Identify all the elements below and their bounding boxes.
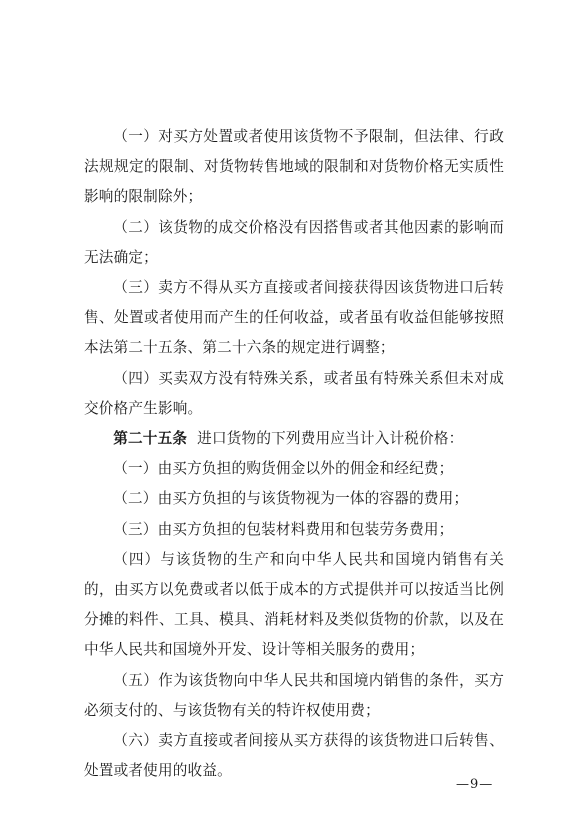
clause-item: （三）由买方负担的包装材料费用和包装劳务费用； <box>113 520 454 538</box>
clause-item: （二）由买方负担的与该货物视为一体的容器的费用； <box>113 490 469 508</box>
article-text: 进口货物的下列费用应当计入计税价格： <box>197 430 464 448</box>
clause-item: （四）买卖双方没有特殊关系，或者虽有特殊关系但未对成交价格产生影响。 <box>84 369 504 417</box>
clause-item: （六）卖方直接或者间接从买方获得的该货物进口后转售、处置或者使用的收益。 <box>84 732 504 780</box>
article-paragraph <box>84 424 504 454</box>
article-heading: 第二十五条 <box>113 430 188 448</box>
clause-item: （一）对买方处置或者使用该货物不予限制，但法律、行政法规规定的限制、对货物转售地域的限制和对货物价格无实质性影响的限制除外； <box>84 128 504 206</box>
clause-item: （二）该货物的成交价格没有因搭售或者其他因素的影响而无法确定； <box>84 218 504 266</box>
clause-item: （一）由买方负担的购货佣金以外的佣金和经纪费； <box>113 460 454 478</box>
clause-item: （五）作为该货物向中华人民共和国境内销售的条件，买方必须支付的、与该货物有关的特许权使用费； <box>84 671 504 719</box>
clause-item: （三）卖方不得从买方直接或者间接获得因该货物进口后转售、处置或者使用而产生的任何收益，或者虽有收益但能够按照本法第二十五条、第二十六条的规定进行调整； <box>84 279 504 357</box>
document-body <box>84 122 504 786</box>
clause-item: （四）与该货物的生产和向中华人民共和国境内销售有关的，由买方以免费或者以低于成本的方式提供并可以按适当比例分摊的料件、工具、模具、消耗材料及类似货物的价款，以及在中华人民共和国境外开发、设计等相关服务的费用； <box>84 550 504 659</box>
page-number: —9— <box>456 777 494 792</box>
